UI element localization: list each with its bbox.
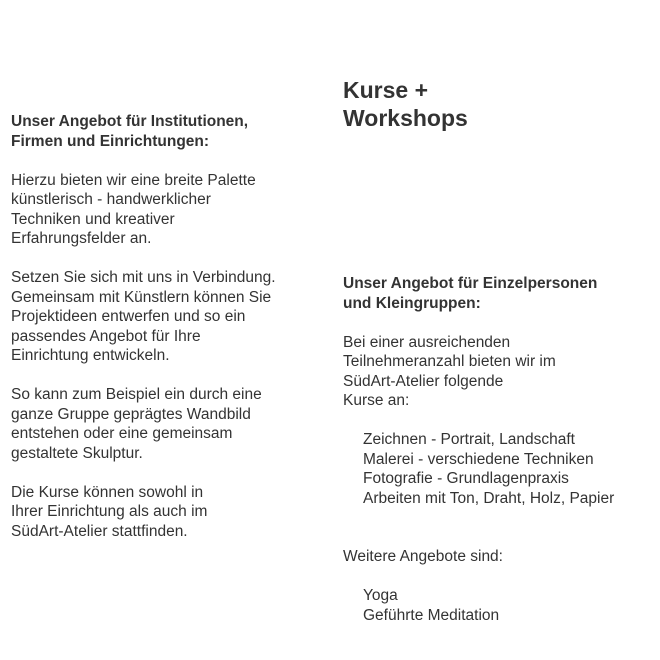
more-offers-label: Weitere Angebote sind: xyxy=(343,548,503,565)
list-item: Yoga xyxy=(363,587,398,604)
text-line: Hierzu bieten wir eine breite Palette xyxy=(11,171,256,189)
text-line: Bei einer ausreichenden xyxy=(343,333,511,351)
more-offers-list xyxy=(343,586,660,625)
heading-line: Unser Angebot für Einzelpersonen xyxy=(343,275,598,292)
text-line: Teilnehmeranzahl bieten wir im xyxy=(343,353,556,370)
text-line: Techniken und kreativer xyxy=(11,210,175,228)
text-line: So kann zum Beispiel ein durch eine xyxy=(11,386,262,403)
text-line: ganze Gruppe geprägtes Wandbild xyxy=(11,405,251,423)
text-line: Projektideen entwerfen und so ein xyxy=(11,308,246,325)
course-list xyxy=(343,430,660,508)
text-line: Kurse an: xyxy=(343,392,410,409)
heading-line: Firmen und Einrichtungen: xyxy=(11,132,210,150)
institutions-heading xyxy=(11,112,333,151)
institutions-column xyxy=(11,112,333,541)
list-item: Arbeiten mit Ton, Draht, Holz, Papier xyxy=(363,489,615,507)
palette-paragraph xyxy=(11,171,333,249)
courses-column xyxy=(343,76,660,625)
location-paragraph xyxy=(11,483,333,542)
heading-line: und Kleingruppen: xyxy=(343,294,481,312)
list-item: Zeichnen - Portrait, Landschaft xyxy=(363,431,575,448)
text-line: Einrichtung entwickeln. xyxy=(11,347,170,364)
text-line: Die Kurse können sowohl in xyxy=(11,483,204,501)
page-title xyxy=(343,76,660,132)
individuals-heading xyxy=(343,274,660,313)
text-line: Gemeinsam mit Künstlern können Sie xyxy=(11,288,272,306)
text-line: Ihrer Einrichtung als auch im xyxy=(11,503,208,520)
contact-paragraph xyxy=(11,268,333,366)
text-line: SüdArt-Atelier folgende xyxy=(343,372,504,390)
text-line: entstehen oder eine gemeinsam xyxy=(11,425,233,442)
heading-line: Unser Angebot für Institutionen, xyxy=(11,113,249,130)
text-line: Setzen Sie sich mit uns in Verbindung. xyxy=(11,269,276,286)
list-item: Fotografie - Grundlagenpraxis xyxy=(363,470,569,487)
text-line: passendes Angebot für Ihre xyxy=(11,327,201,345)
list-item: Geführte Meditation xyxy=(363,606,500,624)
list-item: Malerei - verschiedene Techniken xyxy=(363,450,594,468)
example-paragraph xyxy=(11,385,333,463)
title-line: Workshops xyxy=(343,105,468,131)
text-line: Erfahrungsfelder an. xyxy=(11,230,152,247)
text-line: gestaltete Skulptur. xyxy=(11,444,143,462)
text-line: SüdArt-Atelier stattfinden. xyxy=(11,522,188,540)
text-line: künstlerisch - handwerklicher xyxy=(11,191,211,208)
intro-paragraph xyxy=(343,333,660,411)
title-line: Kurse + xyxy=(343,77,429,103)
